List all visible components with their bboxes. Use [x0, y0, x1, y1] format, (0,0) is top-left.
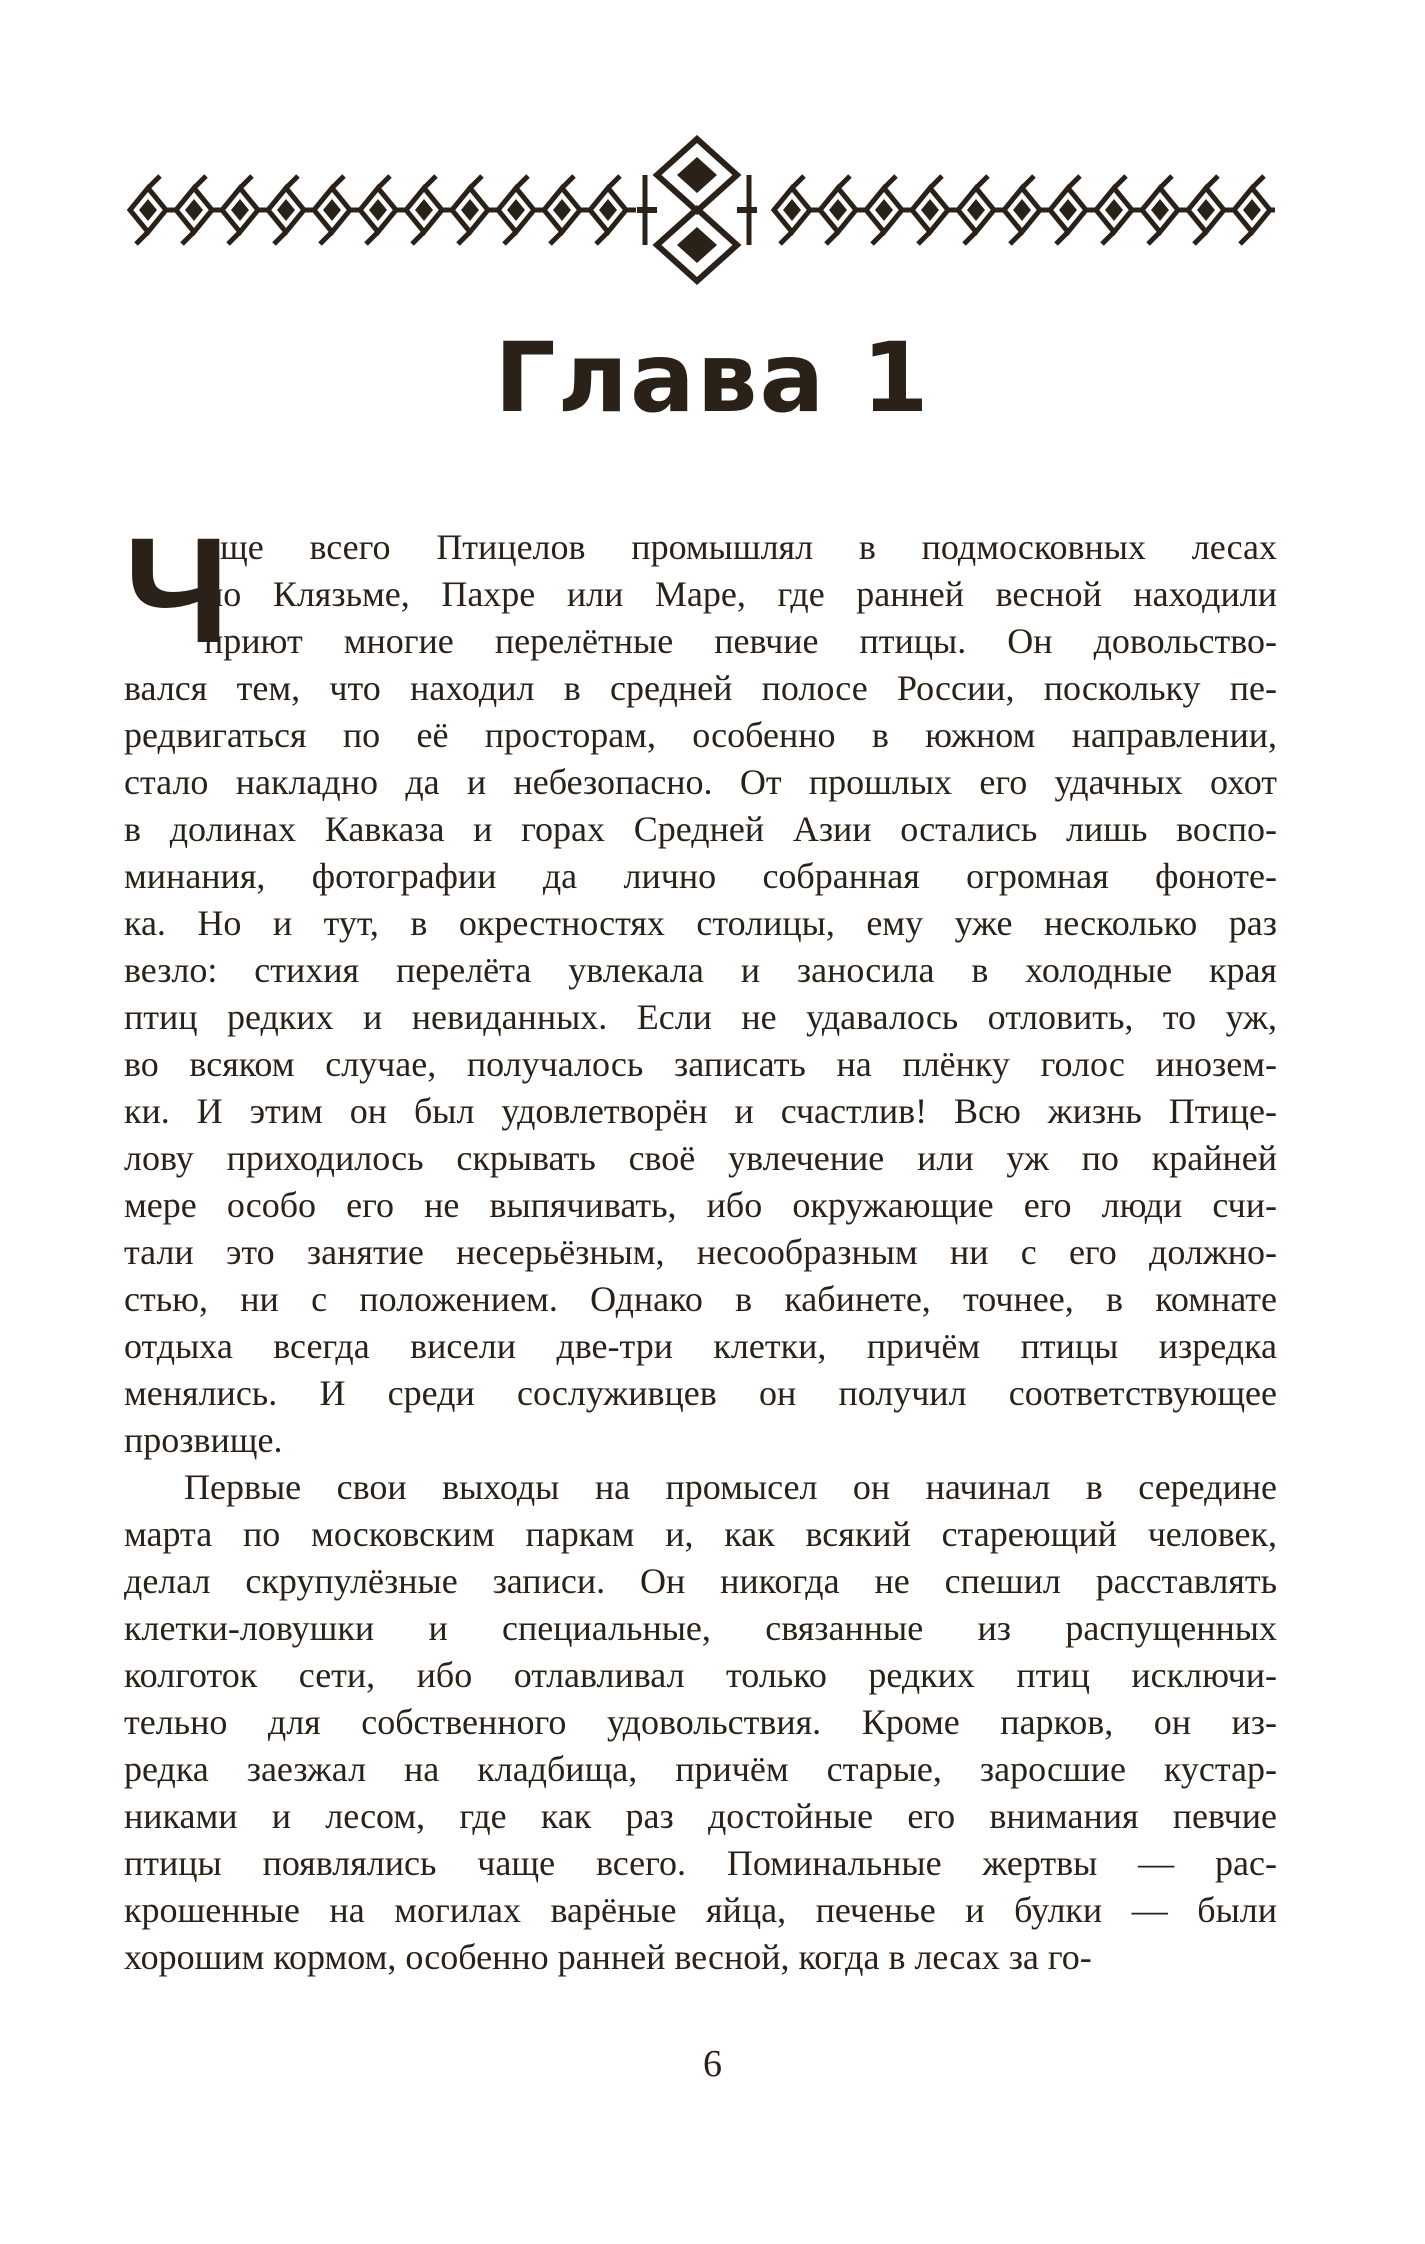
paragraph: [124, 506, 1277, 1464]
text-line: редвигаться по её просторам, особенно в южном направлении,: [124, 715, 1277, 755]
ornament-segment: [599, 199, 617, 221]
paragraph: [124, 1464, 1277, 1981]
ornament-segment: [415, 199, 433, 221]
text-line: крошенные на могилах варёные яйца, печенье и булки — были: [124, 1890, 1277, 1930]
text-line: во всяком случае, получалось записать на плёнку голос инозем-: [124, 1044, 1277, 1084]
text-line: тельно для собственного удовольствия. Кроме парков, он из-: [124, 1702, 1277, 1742]
ornament-segment: [967, 199, 985, 221]
ornament-segment: [829, 199, 847, 221]
ornament-segment: [677, 227, 717, 263]
text-line: птицы появлялись чаще всего. Поминальные жертвы — рас-: [124, 1843, 1277, 1883]
text-line: вался тем, что находил в средней полосе России, поскольку пе-: [124, 668, 1277, 708]
text-line: отдыха всегда висели две-три клетки, причём птицы изредка: [124, 1326, 1277, 1366]
text-line: менялись. И среди сослуживцев он получил соответствующее: [124, 1373, 1277, 1413]
text-line: никами и лесом, где как раз достойные его внимания певчие: [124, 1796, 1277, 1836]
text-line: мере особо его не выпячивать, ибо окружающие его люди счи-: [124, 1185, 1277, 1225]
body-text: [124, 506, 1277, 1981]
ornament-segment: [139, 199, 157, 221]
text-line: ка. Но и тут, в окрестностях столицы, ему уже несколько раз: [124, 903, 1277, 943]
text-line: лову приходилось скрывать своё увлечение или уж по крайней: [124, 1138, 1277, 1178]
ornament-segment: [875, 199, 893, 221]
ornament-segment: [677, 157, 717, 193]
ornament-segment: [1013, 199, 1031, 221]
ornament-segment: [231, 199, 249, 221]
ornament-segment: [1151, 199, 1169, 221]
page-number: 6: [703, 2043, 722, 2085]
text-line: в долинах Кавказа и горах Средней Азии остались лишь воспо-: [124, 809, 1277, 849]
text-line: редка заезжал на кладбища, причём старые, заросшие кустар-: [124, 1749, 1277, 1789]
ornament-knot-icon: [120, 135, 1275, 285]
text-line: хорошим кормом, особенно ранней весной, когда в лесах за го-: [124, 1937, 1092, 1977]
text-line: тали это занятие несерьёзным, несообразным ни с его должно-: [124, 1232, 1277, 1272]
ornament-segment: [323, 199, 341, 221]
ornament-segment: [185, 199, 203, 221]
text-line: стью, ни с положением. Однако в кабинете, точнее, в комнате: [124, 1279, 1277, 1319]
text-line: стало накладно да и небезопасно. От прошлых его удачных охот: [124, 762, 1277, 802]
ornament-segment: [553, 199, 571, 221]
ornament-segment: [1059, 199, 1077, 221]
text-line: делал скрупулёзные записи. Он никогда не спешил расставлять: [124, 1561, 1277, 1601]
drop-cap: Ч: [124, 506, 230, 674]
text-line: птиц редких и невиданных. Если не удавалось отловить, то уж,: [124, 997, 1277, 1037]
text-line: аще всего Птицелов промышлял в подмосковных лесах: [204, 527, 1277, 567]
ornament-segment: [1243, 199, 1261, 221]
text-line: прозвище.: [124, 1420, 283, 1460]
ornament-segment: [461, 199, 479, 221]
ornament-segment: [1105, 199, 1123, 221]
ornament-segment: [783, 199, 801, 221]
ornament-segment: [1197, 199, 1215, 221]
text-line: колготок сети, ибо отлавливал только редких птиц исключи-: [124, 1655, 1277, 1695]
chapter-title: Глава 1: [494, 322, 931, 434]
ornament-segment: [277, 199, 295, 221]
ornament-segment: [507, 199, 525, 221]
text-line: везло: стихия перелёта увлекала и заносила в холодные края: [124, 950, 1277, 990]
text-line: Первые свои выходы на промысел он начинал в середине: [184, 1467, 1277, 1507]
text-line: ки. И этим он был удовлетворён и счастлив! Всю жизнь Птице-: [124, 1091, 1277, 1131]
text-line: клетки-ловушки и специальные, связанные из распущенных: [124, 1608, 1277, 1648]
ornament-segment: [921, 199, 939, 221]
text-line: по Клязьме, Пахре или Маре, где ранней весной находили: [204, 574, 1277, 614]
ornament-segment: [369, 199, 387, 221]
text-line: минания, фотографии да лично собранная огромная фоноте-: [124, 856, 1277, 896]
text-line: марта по московским паркам и, как всякий стареющий человек,: [124, 1514, 1277, 1554]
text-line: приют многие перелётные певчие птицы. Он довольство-: [204, 621, 1277, 661]
